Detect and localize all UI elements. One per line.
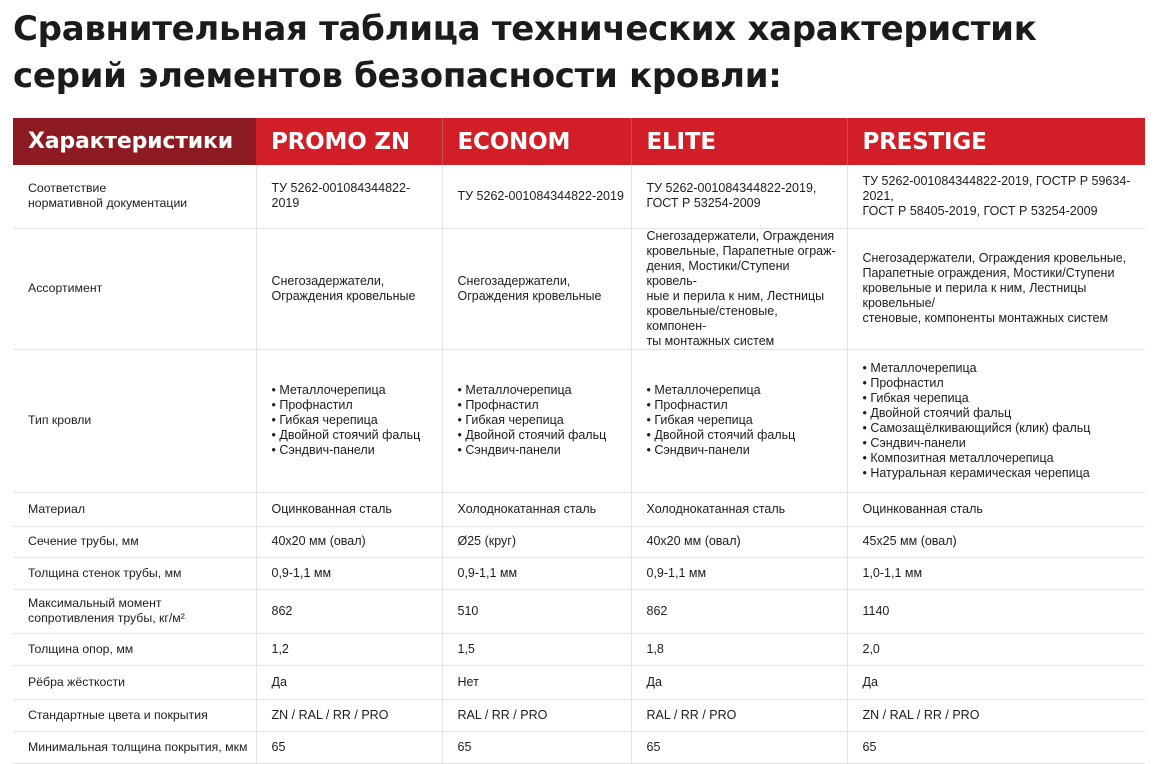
cell-text-line: • Металлочерепица xyxy=(271,383,386,397)
cell-text-line: кровельные и перила к ним, Лестницы кровельные/ xyxy=(862,281,1087,310)
cell-text-line: Да xyxy=(271,674,287,689)
cell-text-line: Толщина стенок трубы, мм xyxy=(28,565,182,580)
cell-text-line: 1140 xyxy=(862,603,890,618)
cell-text-line: Парапетные ограждения, Мостики/Ступени xyxy=(862,266,1115,280)
cell-prestige xyxy=(847,349,1145,492)
cell-text-line: • Профнастил xyxy=(457,398,539,412)
cell-text-line: • Гибкая черепица xyxy=(862,390,969,405)
cell-text-line: • Сэндвич-панели xyxy=(271,443,375,457)
cell-text-line: Рёбра жёсткости xyxy=(28,674,126,689)
cell-prestige xyxy=(847,665,1145,699)
cell-text-line: Нет xyxy=(457,674,479,689)
page-title-line-1: Сравнительная таблица технических характеристик xyxy=(13,9,1037,49)
cell-elite xyxy=(631,228,847,349)
header-characteristics: Характеристики xyxy=(13,118,256,165)
page-title-line-2: серий элементов безопасности кровли: xyxy=(13,56,782,96)
table-row xyxy=(13,699,1145,731)
row-label xyxy=(13,165,256,228)
cell-text-line: Снегозадержатели, xyxy=(457,273,571,288)
cell-text-line: RAL / RR / PRO xyxy=(646,707,737,722)
cell-text-line: Ограждения кровельные xyxy=(271,288,416,303)
cell-text-line: сопротивления трубы, кг/м² xyxy=(28,611,185,625)
cell-econom xyxy=(442,492,631,526)
cell-text-line: 862 xyxy=(271,603,293,618)
cell-text-line: • Двойной стоячий фальц xyxy=(271,428,421,442)
cell-text-line: 1,2 xyxy=(271,641,289,656)
cell-text-line: • Самозащёлкивающийся (клик) фальц xyxy=(862,420,1091,435)
table-row xyxy=(13,731,1145,763)
cell-promo-zn xyxy=(256,699,442,731)
cell-text-line: 0,9-1,1 мм xyxy=(271,565,332,580)
cell-text-line: • Сэндвич-панели xyxy=(862,435,966,450)
cell-text-line: Стандартные цвета и покрытия xyxy=(28,707,208,722)
cell-text-line: 40х20 мм (овал) xyxy=(271,534,366,548)
cell-econom xyxy=(442,526,631,557)
cell-text-line: Сечение трубы, мм xyxy=(28,534,139,548)
cell-text-line: 2,0 xyxy=(862,641,880,656)
table-header-row xyxy=(13,118,1145,165)
cell-prestige xyxy=(847,557,1145,589)
cell-text-line: • Металлочерепица xyxy=(862,360,977,375)
cell-text-line: ты монтажных систем xyxy=(646,333,775,348)
cell-elite xyxy=(631,699,847,731)
row-label xyxy=(13,589,256,633)
cell-elite xyxy=(631,731,847,763)
cell-econom xyxy=(442,665,631,699)
cell-text-line: Снегозадержатели, xyxy=(271,273,385,288)
table-row xyxy=(13,633,1145,665)
row-label xyxy=(13,349,256,492)
cell-text-line: • Натуральная керамическая черепица xyxy=(862,465,1090,480)
cell-text-line: 0,9-1,1 мм xyxy=(457,565,518,580)
cell-econom xyxy=(442,165,631,228)
cell-prestige xyxy=(847,165,1145,228)
cell-text-line: ТУ 5262-001084344822-2019, ГОСТР Р 59634-2021, xyxy=(862,173,1131,203)
cell-text-line: • Двойной стоячий фальц xyxy=(457,428,607,442)
cell-prestige xyxy=(847,633,1145,665)
table-row xyxy=(13,165,1145,228)
cell-promo-zn xyxy=(256,228,442,349)
table-body xyxy=(13,165,1145,763)
cell-text-line: Материал xyxy=(28,501,86,516)
cell-econom xyxy=(442,349,631,492)
cell-promo-zn xyxy=(256,557,442,589)
cell-text-line: 1,0-1,1 мм xyxy=(862,565,923,580)
cell-text-line: 45х25 мм (овал) xyxy=(862,534,957,548)
cell-text-line: 40х20 мм (овал) xyxy=(646,534,741,548)
cell-econom xyxy=(442,731,631,763)
cell-text-line: • Профнастил xyxy=(862,375,944,390)
cell-text-line: Минимальная толщина покрытия, мкм xyxy=(28,739,248,754)
cell-text-line: Да xyxy=(646,674,662,689)
cell-text-line: Тип кровли xyxy=(28,413,92,427)
header-series-prestige: PRESTIGE xyxy=(847,118,1145,165)
row-label xyxy=(13,557,256,589)
cell-text-line: 65 xyxy=(862,739,877,754)
cell-text-line: ТУ 5262-001084344822-2019, xyxy=(646,181,817,196)
cell-text-line: • Двойной стоячий фальц xyxy=(646,428,796,442)
cell-text-line: Ассортимент xyxy=(28,281,103,295)
table-row xyxy=(13,589,1145,633)
cell-promo-zn xyxy=(256,731,442,763)
row-label xyxy=(13,665,256,699)
cell-elite xyxy=(631,526,847,557)
cell-promo-zn xyxy=(256,526,442,557)
cell-text-line: 510 xyxy=(457,603,479,618)
cell-elite xyxy=(631,665,847,699)
cell-text-line: ные и перила к ним, Лестницы xyxy=(646,288,825,303)
cell-elite xyxy=(631,165,847,228)
cell-promo-zn xyxy=(256,665,442,699)
cell-text-line: • Гибкая черепица xyxy=(646,413,753,427)
comparison-table xyxy=(13,118,1145,764)
table-row xyxy=(13,665,1145,699)
cell-elite xyxy=(631,589,847,633)
row-label xyxy=(13,526,256,557)
cell-econom xyxy=(442,228,631,349)
cell-text-line: • Двойной стоячий фальц xyxy=(862,405,1012,420)
cell-prestige xyxy=(847,526,1145,557)
row-label xyxy=(13,731,256,763)
cell-text-line: кровельные, Парапетные ограж- xyxy=(646,243,836,258)
cell-text-line: Максимальный момент xyxy=(28,596,162,610)
cell-promo-zn xyxy=(256,633,442,665)
cell-text-line: Оцинкованная сталь xyxy=(862,501,983,516)
cell-prestige xyxy=(847,492,1145,526)
cell-econom xyxy=(442,589,631,633)
cell-text-line: Соответствие xyxy=(28,181,107,196)
cell-text-line: ZN / RAL / RR / PRO xyxy=(862,707,980,722)
cell-text-line: дения, Мостики/Ступени кровель- xyxy=(646,258,790,288)
cell-text-line: 1,8 xyxy=(646,641,664,656)
cell-text-line: Холоднокатанная сталь xyxy=(646,501,786,516)
header-series-promo-zn: PROMO ZN xyxy=(256,118,442,165)
cell-text-line: Толщина опор, мм xyxy=(28,641,134,656)
cell-text-line: 1,5 xyxy=(457,641,475,656)
table-row xyxy=(13,492,1145,526)
cell-text-line: ТУ 5262-001084344822-2019 xyxy=(457,188,624,203)
cell-prestige xyxy=(847,228,1145,349)
cell-text-line: 0,9-1,1 мм xyxy=(646,565,707,580)
cell-promo-zn xyxy=(256,165,442,228)
table-row xyxy=(13,557,1145,589)
cell-text-line: Ø25 (круг) xyxy=(457,534,517,548)
cell-text-line: Снегозадержатели, Ограждения кровельные, xyxy=(862,251,1127,265)
cell-text-line: • Профнастил xyxy=(271,398,353,412)
cell-text-line: ТУ 5262-001084344822-2019 xyxy=(271,181,411,211)
cell-promo-zn xyxy=(256,492,442,526)
cell-prestige xyxy=(847,731,1145,763)
row-label xyxy=(13,492,256,526)
cell-elite xyxy=(631,557,847,589)
cell-elite xyxy=(631,633,847,665)
table-row xyxy=(13,228,1145,349)
cell-text-line: Холоднокатанная сталь xyxy=(457,501,597,516)
cell-text-line: Ограждения кровельные xyxy=(457,288,602,303)
header-series-elite: ELITE xyxy=(631,118,847,165)
cell-text-line: 65 xyxy=(271,739,286,754)
row-label xyxy=(13,228,256,349)
cell-text-line: нормативной документации xyxy=(28,196,188,211)
cell-prestige xyxy=(847,699,1145,731)
header-series-econom: ECONOM xyxy=(442,118,631,165)
cell-text-line: • Металлочерепица xyxy=(457,383,572,397)
row-label xyxy=(13,633,256,665)
cell-text-line: кровельные/стеновые, компонен- xyxy=(646,303,778,333)
cell-text-line: • Сэндвич-панели xyxy=(646,443,750,457)
cell-econom xyxy=(442,633,631,665)
cell-promo-zn xyxy=(256,589,442,633)
table-row xyxy=(13,349,1145,492)
cell-elite xyxy=(631,349,847,492)
page-title xyxy=(13,6,1143,100)
cell-text-line: Снегозадержатели, Ограждения xyxy=(646,228,835,243)
table-row xyxy=(13,526,1145,557)
cell-text-line: ZN / RAL / RR / PRO xyxy=(271,707,389,722)
cell-text-line: • Композитная металлочерепица xyxy=(862,450,1054,465)
cell-text-line: ГОСТ Р 53254-2009 xyxy=(646,196,761,211)
cell-text-line: 65 xyxy=(457,739,472,754)
cell-text-line: 862 xyxy=(646,603,668,618)
cell-elite xyxy=(631,492,847,526)
cell-text-line: Да xyxy=(862,674,878,689)
cell-text-line: стеновые, компоненты монтажных систем xyxy=(862,311,1109,325)
cell-text-line: RAL / RR / PRO xyxy=(457,707,548,722)
cell-text-line: • Гибкая черепица xyxy=(457,413,564,427)
cell-econom xyxy=(442,699,631,731)
cell-econom xyxy=(442,557,631,589)
row-label xyxy=(13,699,256,731)
cell-text-line: • Металлочерепица xyxy=(646,383,761,397)
cell-text-line: • Гибкая черепица xyxy=(271,413,378,427)
cell-prestige xyxy=(847,589,1145,633)
cell-text-line: 65 xyxy=(646,739,661,754)
cell-text-line: • Сэндвич-панели xyxy=(457,443,561,457)
cell-text-line: • Профнастил xyxy=(646,398,728,412)
cell-text-line: Оцинкованная сталь xyxy=(271,501,392,516)
cell-text-line: ГОСТ Р 58405-2019, ГОСТ Р 53254-2009 xyxy=(862,203,1098,218)
cell-promo-zn xyxy=(256,349,442,492)
